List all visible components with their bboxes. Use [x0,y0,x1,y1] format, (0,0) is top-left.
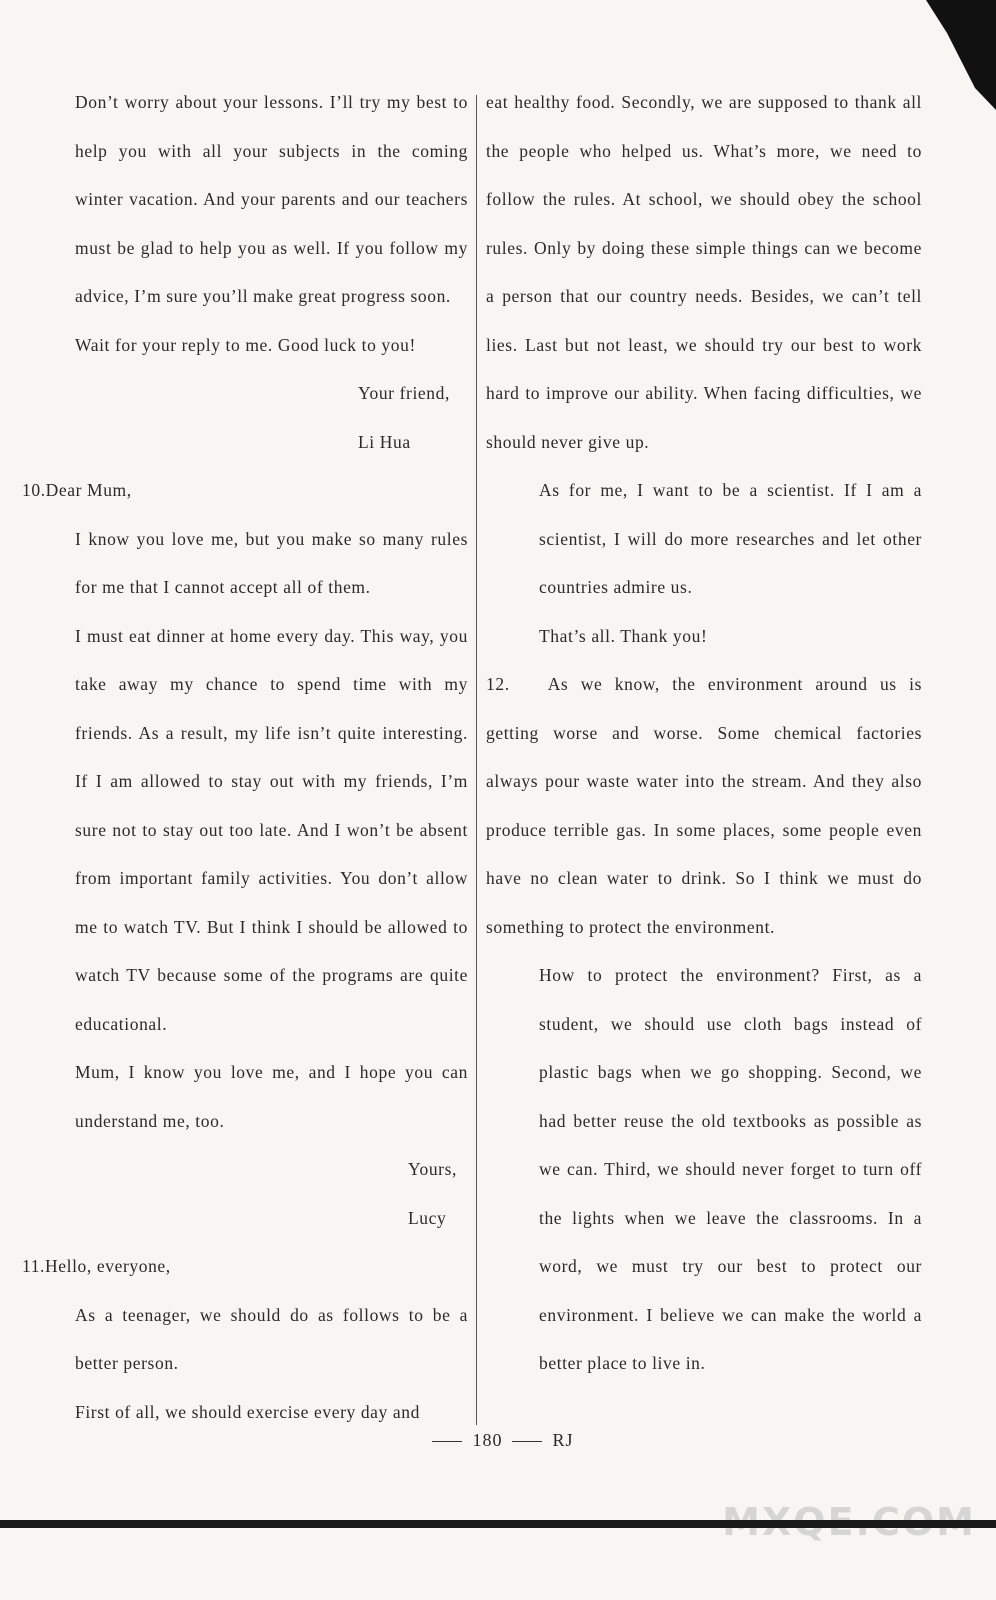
question-12-paragraph [486,660,922,951]
speech-paragraph: As a teenager, we should do as follows to be a better person. [75,1304,468,1373]
edition-code: RJ [552,1430,574,1450]
letter-paragraph: I know you love me, but you make so many rules for me that I cannot accept all of them. [75,528,468,597]
letter-signature: Lucy [408,1207,447,1228]
footer-dash [432,1441,462,1442]
essay-text: As we know, the environment around us is getting worse and worse. Some chemical factories always pour waste water into the stream. And they also produce terrible gas. In some places, some people even have no clean water to drink. So I think we must do something to protect the environment. [486,674,922,937]
letter-signature: Li Hua [358,431,411,452]
question-11-heading: 11.Hello, everyone, [22,1256,171,1276]
speech-paragraph: That’s all. Thank you! [539,625,708,646]
bottom-rule [0,1520,996,1528]
speech-paragraph: eat healthy food. Secondly, we are supposed to thank all the people who helped us. What’s more, we need to follow the rules. At school, we should obey the school rules. Only by doing these simple things can we become a person that our country needs. Besides, we can’t tell lies. Last but not least, we should try our best to work hard to improve our ability. When facing difficulties, we should never give up. [486,92,922,452]
question-10-heading: 10.Dear Mum, [22,480,132,500]
page-corner-mark [926,0,996,110]
letter-paragraph: Don’t worry about your lessons. I’ll try my best to help you with all your subjects in the coming winter vacation. And your parents and our teachers must be glad to help you as well. If you follow my advice, I’m sure you’ll make great progress soon. [75,92,468,306]
footer-dash [512,1441,542,1442]
letter-closing: Your friend, [358,383,450,403]
speech-paragraph: As for me, I want to be a scientist. If I am a scientist, I will do more researches and let other countries admire us. [539,480,922,597]
page-number: 180 [472,1430,503,1450]
column-divider [476,95,477,1425]
speech-paragraph: First of all, we should exercise every day and [75,1401,420,1422]
letter-paragraph: Mum, I know you love me, and I hope you can understand me, too. [75,1062,468,1131]
letter-closing: Yours, [408,1159,457,1179]
page-footer [0,1430,996,1451]
question-12-number: 12. [486,674,510,694]
left-column [22,78,468,1436]
essay-paragraph: How to protect the environment? First, as a student, we should use cloth bags instead of plastic bags when we go shopping. Second, we had better reuse the old textbooks as possible as we can. Third, we should never forget to turn off the lights when we leave the classrooms. In a word, we must try our best to protect our environment. I believe we can make the world a better place to live in. [539,965,922,1373]
letter-paragraph: Wait for your reply to me. Good luck to you! [75,334,416,355]
letter-paragraph: I must eat dinner at home every day. This way, you take away my chance to spend time with my friends. As a result, my life isn’t quite interesting. If I am allowed to stay out with my friends, I’m sure not to stay out too late. And I won’t be absent from important family activities. You don’t allow me to watch TV. But I think I should be allowed to watch TV because some of the programs are quite educational. [75,625,468,1034]
right-column [486,78,922,1388]
